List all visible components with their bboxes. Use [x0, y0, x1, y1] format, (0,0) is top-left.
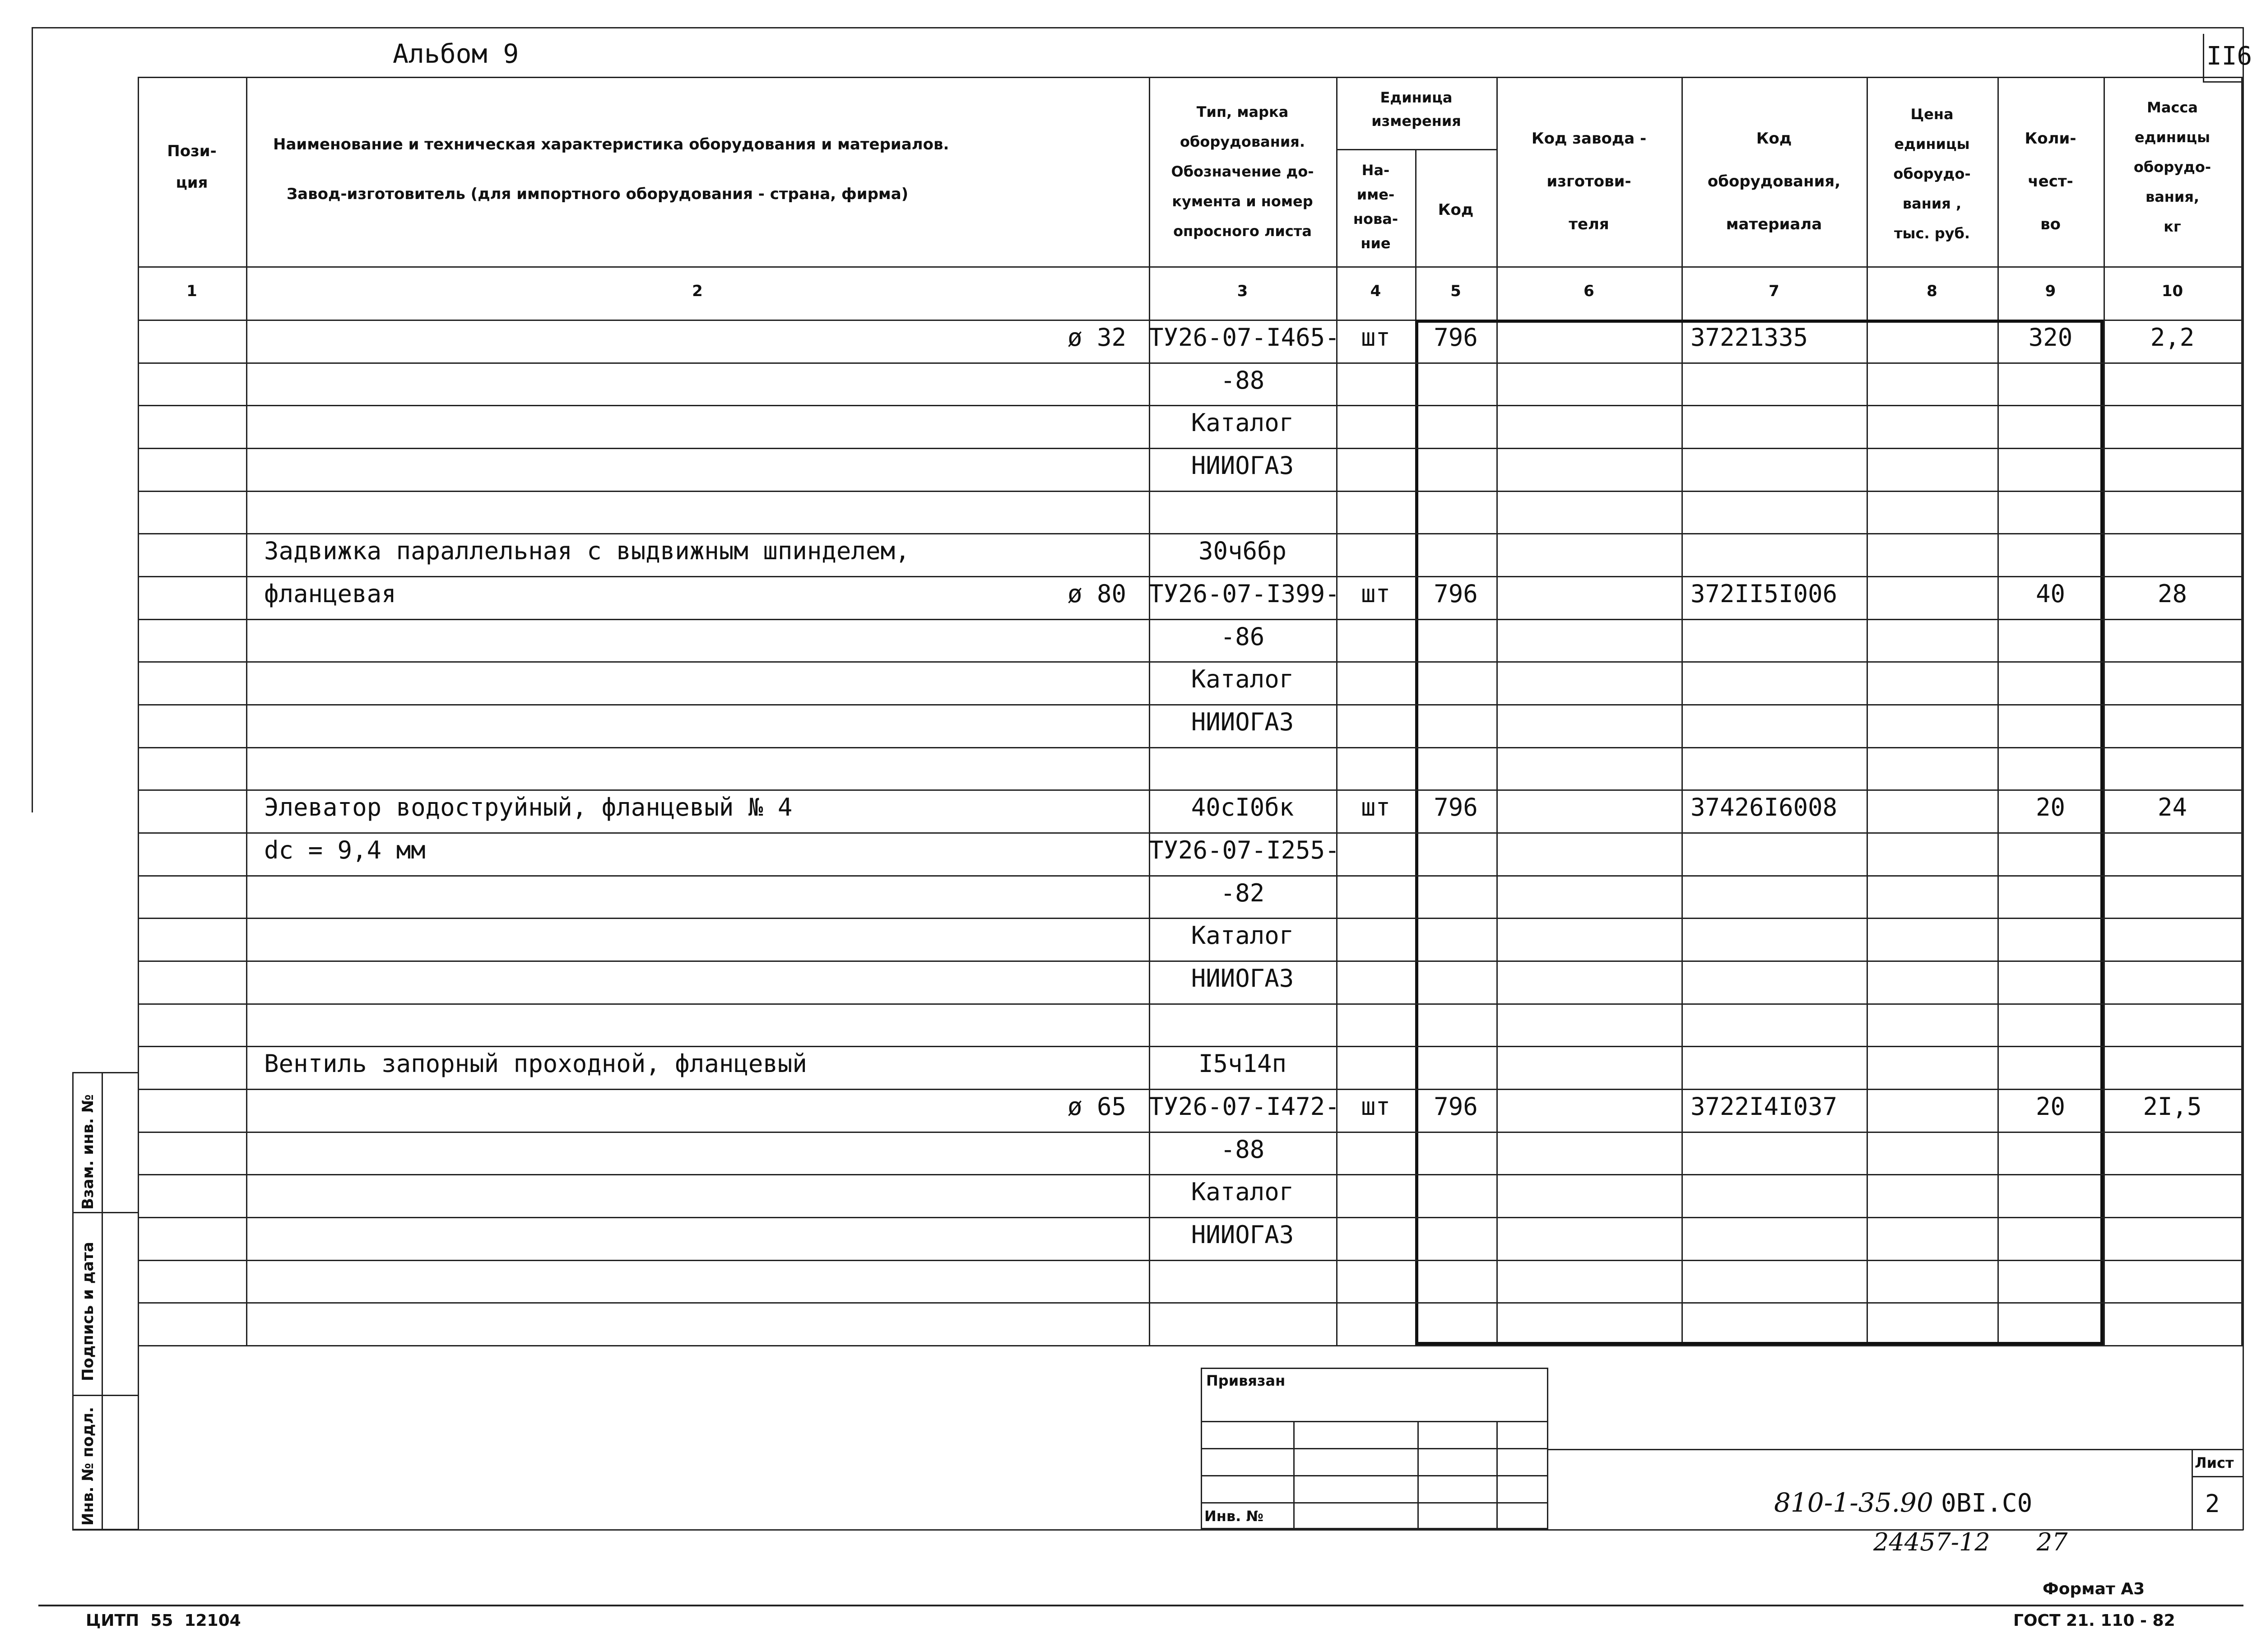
colnum-2: 2 [692, 282, 703, 300]
row-divider [138, 1217, 2243, 1218]
row-18-c4: шт [1361, 1092, 1391, 1121]
header-mass: Масса единицы оборудо- вания, кг [2133, 99, 2211, 235]
header-unit-name: На- име- нова- ние [1353, 162, 1398, 252]
header-bottom-border [138, 266, 2243, 268]
doc-suffix: 0BI.C0 [1941, 1489, 2033, 1518]
row-divider [138, 576, 2243, 577]
header-unit-code: Код [1438, 201, 1474, 219]
row-17-c2: Вентиль запорный проходной, фланцевый [264, 1049, 807, 1078]
header-name: Наименование и техническая характеристика оборудования и материалов. Завод-изготовитель (для импортного оборудования - страна, фирма) [273, 135, 949, 203]
row-divider [138, 918, 2243, 919]
colnum-7: 7 [1769, 282, 1779, 300]
row-19-c3: -88 [1220, 1135, 1265, 1164]
album-label: Альбом 9 [393, 38, 519, 69]
row-9-c3: НИИОГАЗ [1191, 708, 1294, 736]
row-11-c2: Элеватор водоструйный, фланцевый № 4 [264, 793, 793, 821]
row-divider [138, 491, 2243, 492]
row-18-c5: 796 [1434, 1092, 1478, 1121]
row-0-c9: 320 [2028, 323, 2073, 352]
row-7-c3: -86 [1220, 622, 1265, 651]
row-divider [138, 832, 2243, 834]
colnum-5: 5 [1450, 282, 1461, 300]
row-6-c10: 28 [2157, 580, 2187, 608]
row-8-c3: Каталог [1191, 665, 1294, 693]
row-divider [138, 704, 2243, 705]
row-21-c3: НИИОГАЗ [1191, 1220, 1294, 1249]
row-11-c3: 40сI0бк [1191, 793, 1294, 821]
footer-line [38, 1605, 2243, 1606]
row-18-c2r: ø 65 [1067, 1092, 1126, 1121]
handwritten-number: 24457-12 27 [1873, 1528, 2068, 1556]
row-divider [138, 533, 2243, 534]
row-0-c5: 796 [1434, 323, 1478, 352]
row-divider [138, 1132, 2243, 1133]
footer-left-code: ЦИТП 55 12104 [86, 1611, 241, 1630]
inv-number-label: Инв. № [1204, 1508, 1263, 1525]
header-quantity: Коли- чест- во [2025, 130, 2076, 233]
colnum-6: 6 [1584, 282, 1594, 300]
side-label-inv-original: Инв. № подл. [79, 1406, 97, 1526]
row-divider [138, 448, 2243, 449]
row-6-c2: фланцевая [264, 580, 396, 608]
header-price: Цена единицы оборудо- вания , тыс. руб. [1893, 106, 1971, 242]
list-value: 2 [2205, 1490, 2220, 1518]
list-label: Лист [2195, 1454, 2234, 1471]
row-0-c2r: ø 32 [1067, 323, 1126, 352]
colnum-8: 8 [1927, 282, 1937, 300]
row-divider [138, 1260, 2243, 1261]
colnum-3: 3 [1237, 282, 1248, 300]
row-14-c3: Каталог [1191, 921, 1294, 950]
equipment-table [138, 77, 2243, 1345]
bottom-left-line [138, 1345, 139, 1530]
row-12-c3: ТУ26-07-I255- [1149, 836, 1340, 864]
left-binding-line [32, 27, 33, 812]
list-box-left [2192, 1449, 2193, 1530]
row-1-c3: -88 [1220, 366, 1265, 394]
row-divider [138, 1046, 2243, 1047]
header-factory-code: Код завода - изготови- теля [1531, 130, 1647, 233]
row-divider [138, 1003, 2243, 1005]
header-position: Пози- ция [167, 142, 217, 192]
row-divider [138, 789, 2243, 791]
row-12-c2: dc = 9,4 мм [264, 836, 426, 864]
row-6-c4: шт [1361, 580, 1391, 608]
table-bottom-border [138, 1345, 2243, 1346]
row-divider [138, 1174, 2243, 1175]
row-5-c2: Задвижка параллельная с выдвижным шпинделем, [264, 537, 910, 565]
colnum-1: 1 [186, 282, 197, 300]
header-type: Тип, марка оборудования. Обозначение до- кумента и номер опросного листа [1171, 103, 1314, 240]
row-0-c10: 2,2 [2150, 323, 2195, 352]
row-divider [138, 961, 2243, 962]
format-label: Формат А3 [2043, 1580, 2145, 1598]
frame-top-line [32, 27, 2243, 28]
side-label-replace-inv: Взам. инв. № [79, 1094, 97, 1210]
row-6-c7: 372II5I006 [1690, 580, 1838, 608]
row-11-c7: 37426I6008 [1690, 793, 1838, 821]
privyazan-label: Привязан [1206, 1372, 1286, 1389]
row-divider [138, 875, 2243, 877]
row-divider [138, 362, 2243, 364]
row-6-c9: 40 [2035, 580, 2066, 608]
row-17-c3: I5ч14п [1198, 1049, 1287, 1078]
row-0-c3: ТУ26-07-I465- [1149, 323, 1340, 352]
row-6-c2r: ø 80 [1067, 580, 1126, 608]
row-18-c9: 20 [2035, 1092, 2066, 1121]
row-divider [138, 747, 2243, 748]
row-11-c10: 24 [2157, 793, 2187, 821]
row-20-c3: Каталог [1191, 1178, 1294, 1206]
row-5-c3: 30ч6бр [1198, 537, 1287, 565]
row-divider [138, 1089, 2243, 1090]
corner-sheet-number: II6 [2206, 42, 2252, 71]
table-top-border [138, 77, 2243, 78]
title-block-top [1548, 1449, 2243, 1450]
frame-right-line [2243, 27, 2244, 1530]
row-18-c7: 3722I4I037 [1690, 1092, 1838, 1121]
colnum-9: 9 [2045, 282, 2056, 300]
side-label-signature-date: Подпись и дата [79, 1242, 97, 1381]
row-divider [138, 661, 2243, 663]
table-body [138, 320, 2243, 1345]
colnum-4: 4 [1370, 282, 1381, 300]
colnum-10: 10 [2161, 282, 2183, 300]
row-11-c9: 20 [2035, 793, 2066, 821]
row-18-c10: 2I,5 [2143, 1092, 2202, 1121]
row-0-c7: 37221335 [1690, 323, 1808, 352]
row-13-c3: -82 [1220, 879, 1265, 907]
row-11-c5: 796 [1434, 793, 1478, 821]
row-2-c3: Каталог [1191, 408, 1294, 437]
row-divider [138, 619, 2243, 620]
row-divider [138, 405, 2243, 406]
header-unit-group: Единица измерения [1371, 89, 1461, 130]
header-equipment-code: Код оборудования, материала [1707, 130, 1841, 233]
footer-right-gost: ГОСТ 21. 110 - 82 [2013, 1611, 2175, 1630]
row-6-c3: ТУ26-07-I399- [1149, 580, 1340, 608]
row-11-c4: шт [1361, 793, 1391, 821]
row-18-c3: ТУ26-07-I472- [1149, 1092, 1340, 1121]
row-3-c3: НИИОГАЗ [1191, 451, 1294, 480]
doc-code: 810-1-35.90 [1774, 1487, 1933, 1518]
row-0-c4: шт [1361, 323, 1391, 352]
row-divider [138, 1302, 2243, 1304]
row-6-c5: 796 [1434, 580, 1478, 608]
row-15-c3: НИИОГАЗ [1191, 964, 1294, 993]
